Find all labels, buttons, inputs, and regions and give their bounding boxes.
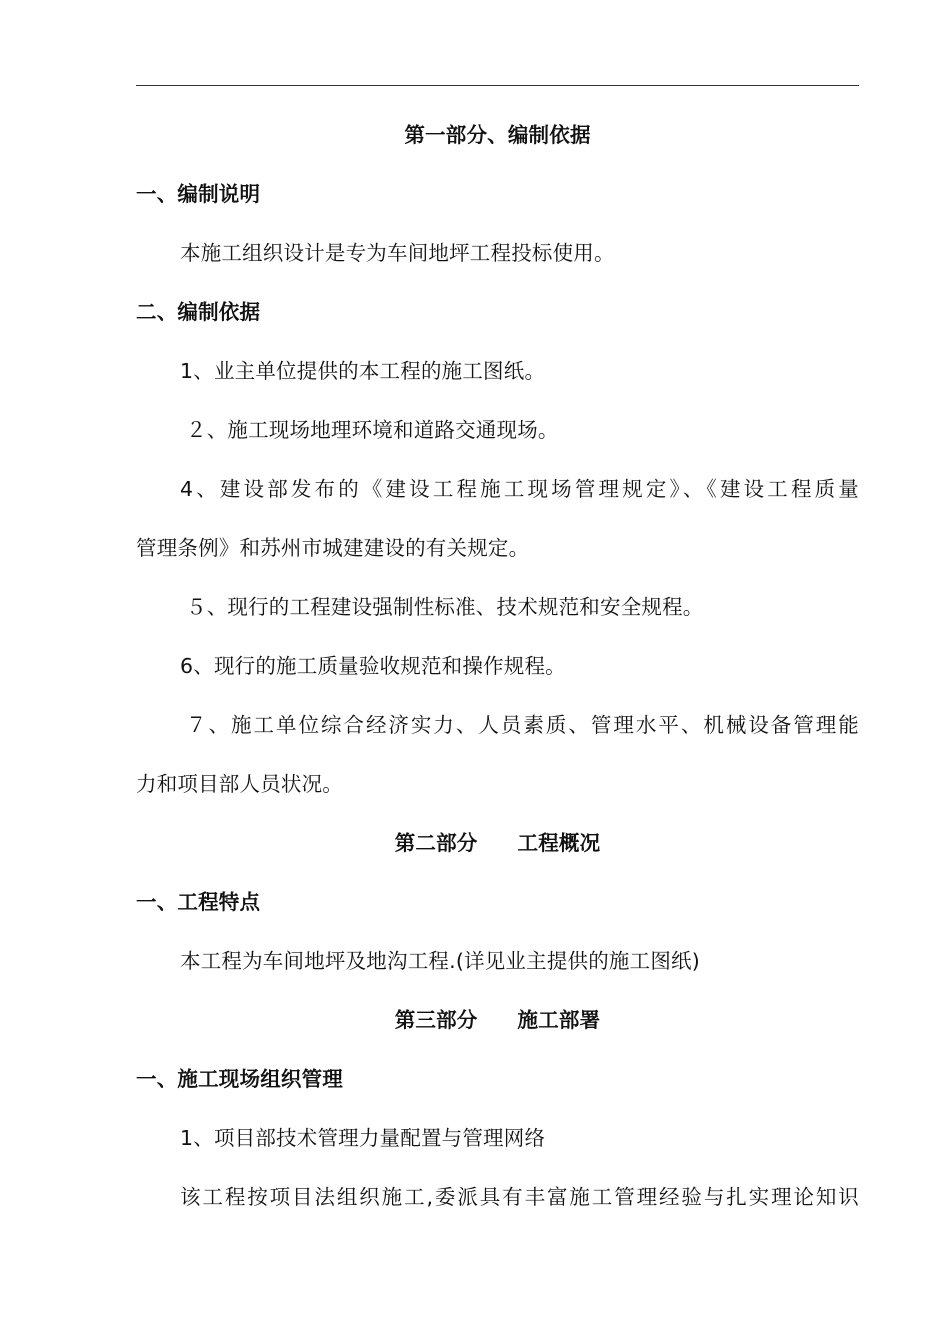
basis-item-4-line1: 4、建设部发布的《建设工程施工现场管理规定》、《建设工程质量 <box>180 477 859 501</box>
part2-section1-body: 本工程为车间地坪及地沟工程.(详见业主提供的施工图纸) <box>180 949 700 973</box>
part3-title-b: 施工部署 <box>517 1008 601 1032</box>
part3-title-a: 第三部分 <box>394 1008 478 1032</box>
basis-item-7-line2: 力和项目部人员状况。 <box>136 772 343 796</box>
basis-item-5: ５、现行的工程建设强制性标准、技术规范和安全规程。 <box>186 595 704 619</box>
part3-sub1-heading: 1、项目部技术管理力量配置与管理网络 <box>180 1126 546 1150</box>
part1-title: 第一部分、编制依据 <box>404 123 591 147</box>
part3-title <box>136 1005 859 1035</box>
basis-item-1: 1、业主单位提供的本工程的施工图纸。 <box>180 359 546 383</box>
part2-title-a: 第二部分 <box>394 831 478 855</box>
basis-item-4-line2: 管理条例》和苏州市城建建设的有关规定。 <box>136 536 530 560</box>
part3-section1-heading: 一、施工现场组织管理 <box>136 1067 343 1091</box>
basis-item-7-line1: ７、施工单位综合经济实力、人员素质、管理水平、机械设备管理能 <box>186 713 859 737</box>
part2-section1-heading: 一、工程特点 <box>136 890 261 914</box>
basis-item-2: ２、施工现场地理环境和道路交通现场。 <box>186 418 559 442</box>
header-rule <box>136 85 859 86</box>
part1-section1-heading: 一、编制说明 <box>136 182 261 206</box>
part1-section1-body: 本施工组织设计是专为车间地坪工程投标使用。 <box>180 241 615 265</box>
part1-section2-heading: 二、编制依据 <box>136 300 261 324</box>
part3-section1-body: 该工程按项目法组织施工,委派具有丰富施工管理经验与扎实理论知识 <box>180 1185 859 1209</box>
part2-title <box>136 828 859 858</box>
part2-title-b: 工程概况 <box>517 831 601 855</box>
basis-item-6: 6、现行的施工质量验收规范和操作规程。 <box>180 654 566 678</box>
